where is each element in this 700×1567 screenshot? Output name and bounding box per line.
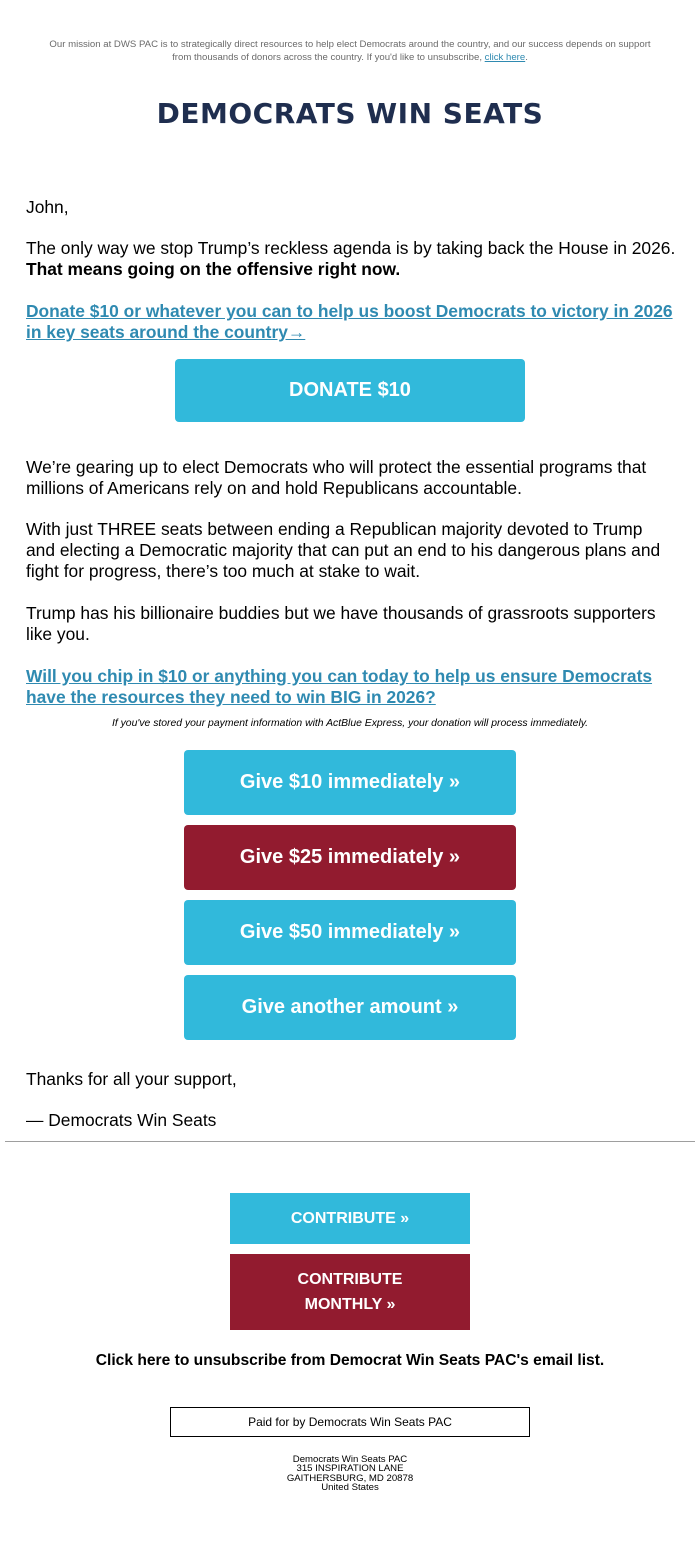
paragraph-intro bbox=[26, 238, 676, 280]
give-50-button[interactable]: Give $50 immediately » bbox=[184, 900, 516, 965]
actblue-express-note: If you've stored your payment information with ActBlue Express, your donation will process immediately. bbox=[111, 718, 589, 729]
give-other-amount-button[interactable]: Give another amount » bbox=[184, 975, 516, 1040]
address-line: United States bbox=[321, 1482, 379, 1494]
paid-for-box: Paid for by Democrats Win Seats PAC bbox=[170, 1407, 530, 1437]
preheader-text bbox=[40, 38, 660, 64]
contribute-button[interactable]: CONTRIBUTE » bbox=[230, 1193, 470, 1244]
address-line: GAITHERSBURG, MD 20878 bbox=[286, 1472, 414, 1484]
logo: DEMOCRATS WIN SEATS bbox=[156, 97, 544, 130]
paragraph-gearing-up: We’re gearing up to elect Democrats who will protect the essential programs that millions of Americans rely on and hold Republicans accountable. bbox=[26, 457, 647, 498]
address-line: Democrats Win Seats PAC bbox=[292, 1454, 408, 1465]
intro-text: The only way we stop Trump’s reckless agenda is by taking back the House in 2026. bbox=[26, 238, 676, 258]
greeting: John, bbox=[26, 197, 69, 217]
paragraph-billionaire: Trump has his billionaire buddies but we have thousands of grassroots supporters like you. bbox=[26, 603, 656, 644]
divider bbox=[5, 1141, 695, 1142]
give-10-button[interactable]: Give $10 immediately » bbox=[184, 750, 516, 815]
contribute-monthly-button[interactable] bbox=[230, 1254, 470, 1330]
mailing-address bbox=[0, 1455, 700, 1493]
thanks-text: Thanks for all your support, bbox=[26, 1069, 237, 1089]
contribute-monthly-line1: CONTRIBUTE bbox=[297, 1271, 403, 1288]
give-25-button[interactable]: Give $25 immediately » bbox=[184, 825, 516, 890]
paragraph-three-seats: With just THREE seats between ending a Republican majority devoted to Trump and electing a Democratic majority that can put an end to his dangerous plans and fight for progress, there’s too much at stake to wait. bbox=[26, 519, 661, 581]
signoff: — Democrats Win Seats bbox=[26, 1110, 217, 1130]
address-line: 315 INSPIRATION LANE bbox=[296, 1463, 404, 1475]
preheader-body: Our mission at DWS PAC is to strategically direct resources to help elect Democrats around the country, and our success depends on support from thousands of donors across the country. If you'd like to unsubscribe, bbox=[49, 39, 651, 63]
donate-10-button[interactable]: DONATE $10 bbox=[175, 359, 525, 422]
donate-link-2[interactable]: Will you chip in $10 or anything you can today to help us ensure Democrats have the resources they need to win BIG in 2026? bbox=[26, 666, 653, 707]
preheader-end: . bbox=[525, 52, 528, 63]
donate-link-1[interactable]: Donate $10 or whatever you can to help us boost Democrats to victory in 2026 in key seats around the country→ bbox=[26, 301, 673, 342]
unsubscribe-link[interactable]: Click here to unsubscribe from Democrat Win Seats PAC's email list. bbox=[95, 1352, 605, 1369]
contribute-monthly-line2: MONTHLY » bbox=[304, 1296, 396, 1313]
unsubscribe-link-top[interactable]: click here bbox=[484, 52, 526, 63]
intro-bold: That means going on the offensive right now. bbox=[26, 259, 401, 279]
